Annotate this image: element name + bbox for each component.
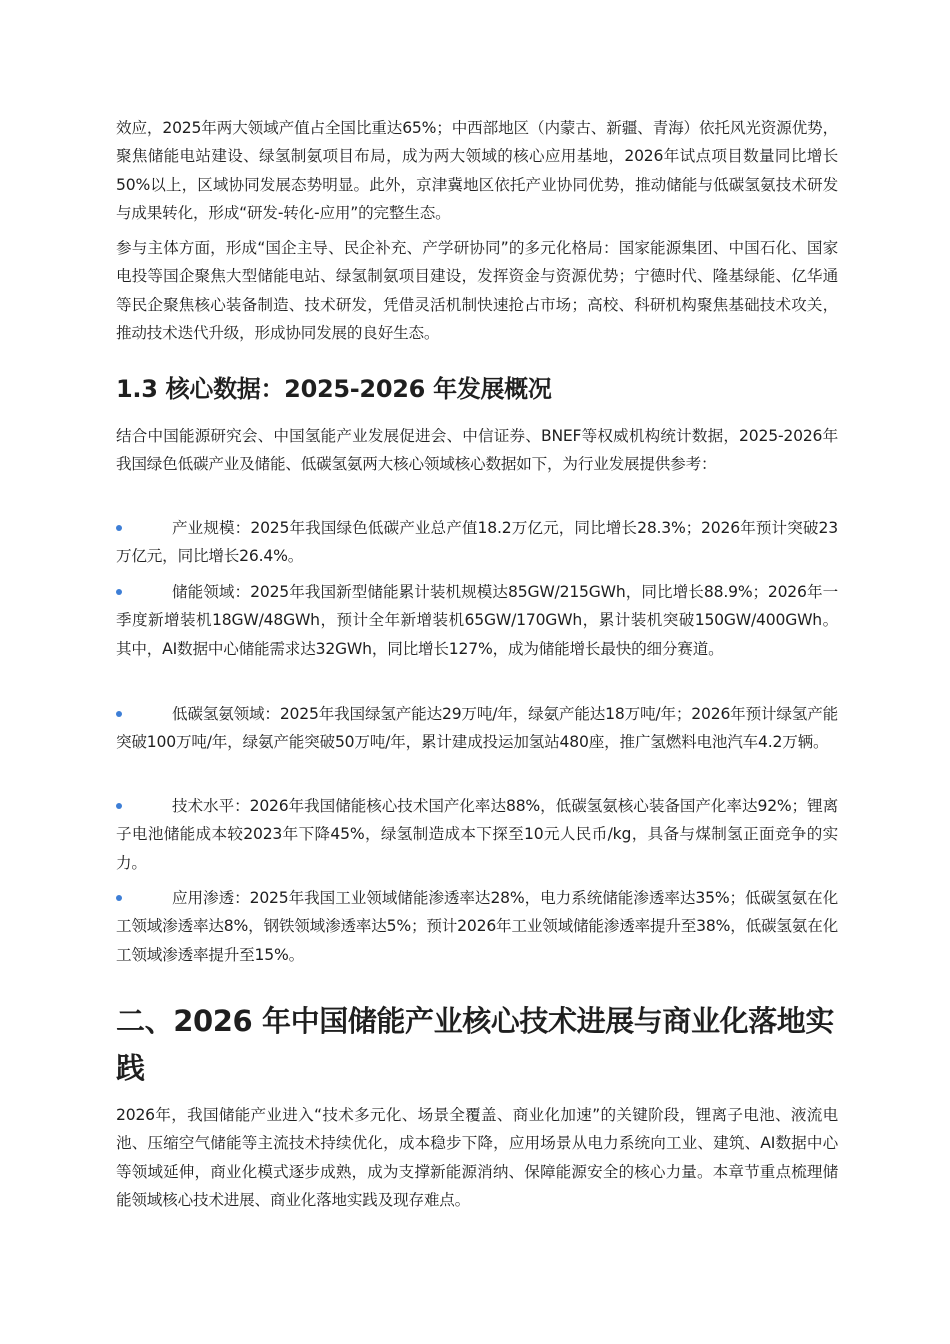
bullet-text: 应用渗透：2025年我国工业领域储能渗透率达28%，电力系统储能渗透率达35%；低碳氢氨在化工领域渗透率达8%，钢铁领域渗透率达5%；预计2026年工业领域储能渗透率提升至38%，低碳氢氨在化工领域渗透率提升至15%。 — [116, 889, 838, 964]
chapter-heading-2: 二、2026 年中国储能产业核心技术进展与商业化落地实践 — [116, 1004, 835, 1085]
bullet-icon — [116, 589, 122, 595]
bullet-icon — [116, 711, 122, 717]
bullet-text: 产业规模：2025年我国绿色低碳产业总产值18.2万亿元，同比增长28.3%；2026年预计突破23万亿元，同比增长26.4%。 — [116, 519, 838, 566]
paragraph-participants: 参与主体方面，形成“国企主导、民企补充、产学研协同”的多元化格局：国家能源集团、中国石化、国家电投等国企聚焦大型储能电站、绿氢制氨项目建设，发挥资金与资源优势；宁德时代、隆基绿能、亿华通等民企聚焦核心装备制造、技术研发，凭借灵活机制快速抢占市场；高校、科研机构聚焦基础技术攻关，推动技术迭代升级，形成协同发展的良好生态。 — [116, 239, 838, 343]
bullet-item-application-penetration — [116, 884, 838, 969]
bullet-item-hydrogen-ammonia — [116, 700, 838, 757]
bullet-text: 技术水平：2026年我国储能核心技术国产化率达88%，低碳氢氨核心装备国产化率达92%；锂离子电池储能成本较2023年下降45%，绿氢制造成本下探至10元人民币/kg，具备与煤制氢正面竞争的实力。 — [116, 797, 838, 872]
bullet-icon — [116, 525, 122, 531]
paragraph-regional-distribution: 效应，2025年两大领域产值占全国比重达65%；中西部地区（内蒙古、新疆、青海）依托风光资源优势，聚焦储能电站建设、绿氢制氨项目布局，成为两大领域的核心应用基地，2026年试点项目数量同比增长50%以上，区域协同发展态势明显。此外，京津冀地区依托产业协同优势，推动储能与低碳氢氨技术研发与成果转化，形成“研发-转化-应用”的完整生态。 — [116, 119, 838, 223]
bullet-text: 低碳氢氨领域：2025年我国绿氢产能达29万吨/年，绿氨产能达18万吨/年；2026年预计绿氢产能突破100万吨/年，绿氨产能突破50万吨/年，累计建成投运加氢站480座，推广氢燃料电池汽车4.2万辆。 — [116, 705, 838, 752]
section-heading-1-3: 1.3 核心数据：2025-2026 年发展概况 — [116, 375, 552, 403]
bullet-item-industry-scale — [116, 514, 838, 571]
bullet-item-energy-storage — [116, 578, 838, 663]
bullet-item-technology-level — [116, 792, 838, 877]
bullet-icon — [116, 895, 122, 901]
paragraph-data-intro: 结合中国能源研究会、中国氢能产业发展促进会、中信证券、BNEF等权威机构统计数据，2025-2026年我国绿色低碳产业及储能、低碳氢氨两大核心领域核心数据如下，为行业发展提供参考： — [116, 427, 838, 474]
bullet-icon — [116, 803, 122, 809]
bullet-text: 储能领域：2025年我国新型储能累计装机规模达85GW/215GWh，同比增长88.9%；2026年一季度新增装机18GW/48GWh，预计全年新增装机65GW/170GWh，累计装机突破150GW/400GWh。其中，AI数据中心储能需求达32GWh，同比增长127%，成为储能增长最快的细分赛道。 — [116, 583, 838, 658]
paragraph-chapter-2-intro: 2026年，我国储能产业进入“技术多元化、场景全覆盖、商业化加速”的关键阶段，锂离子电池、液流电池、压缩空气储能等主流技术持续优化，成本稳步下降，应用场景从电力系统向工业、建筑、AI数据中心等领域延伸，商业化模式逐步成熟，成为支撑新能源消纳、保障能源安全的核心力量。本章节重点梳理储能领域核心技术进展、商业化落地实践及现存难点。 — [116, 1106, 838, 1210]
